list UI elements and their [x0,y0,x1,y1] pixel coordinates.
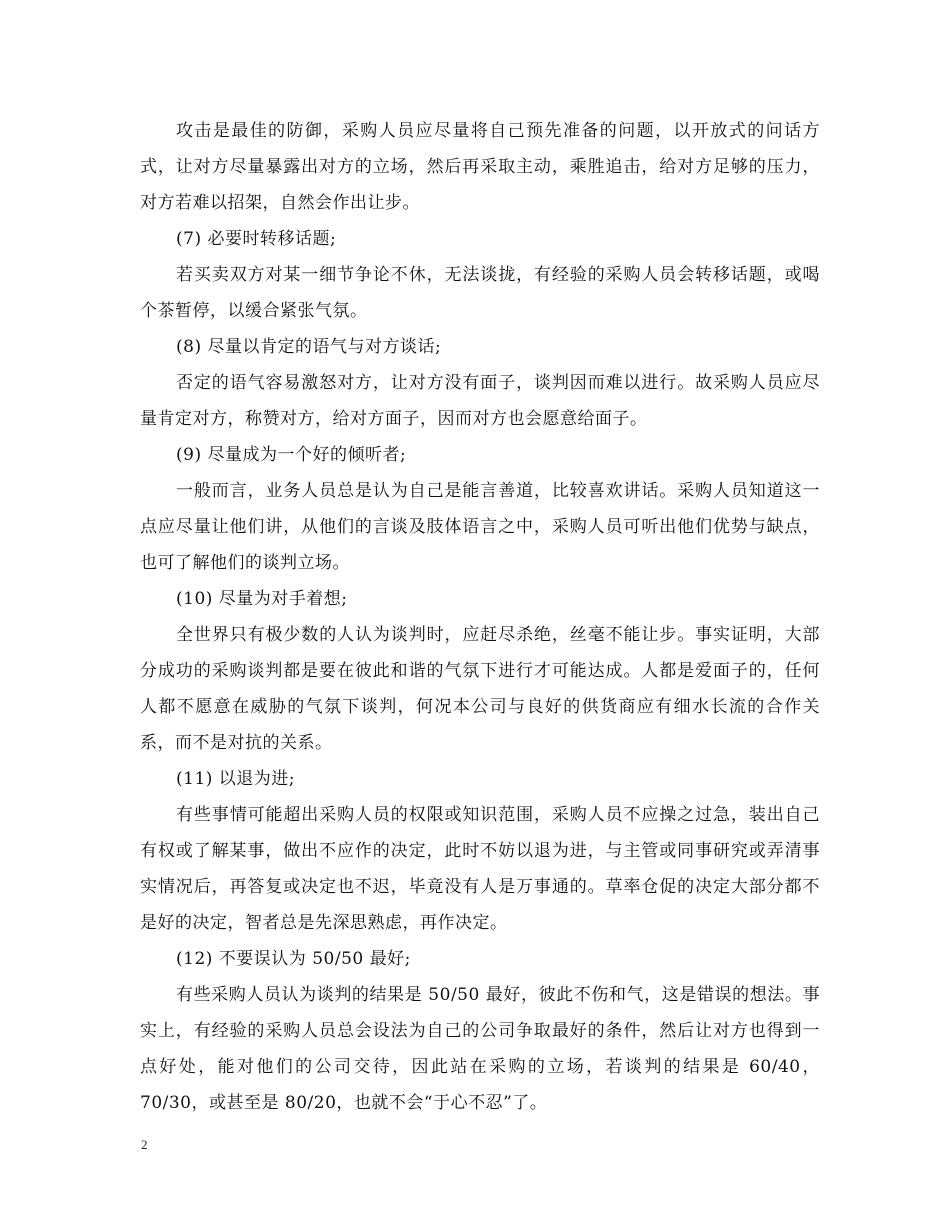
heading-item-9: (9) 尽量成为一个好的倾听者; [176,445,407,465]
heading-item-8: (8) 尽量以肯定的语气与对方谈话; [176,337,442,357]
paragraph-item-10: 全世界只有极少数的人认为谈判时，应赶尽杀绝，丝毫不能让步。事实证明，大部分成功的采购谈判都是要在彼此和谐的气氛下进行才可能达成。人都是爱面子的，任何人都不愿意在威胁的气氛下谈判，何况本公司与良好的供货商应有细水长流的合作关系，而不是对抗的关系。 [140,625,820,753]
paragraph-attack-defense: 攻击是最佳的防御，采购人员应尽量将自己预先准备的问题，以开放式的问话方式，让对方尽量暴露出对方的立场，然后再采取主动，乘胜追击，给对方足够的压力，对方若难以招架，自然会作出让步。 [140,121,820,213]
paragraph-item-8: 否定的语气容易激怒对方，让对方没有面子，谈判因而难以进行。故采购人员应尽量肯定对方，称赞对方，给对方面子，因而对方也会愿意给面子。 [140,373,820,429]
body-text [140,113,820,1121]
paragraph-item-11: 有些事情可能超出采购人员的权限或知识范围，采购人员不应操之过急，装出自己有权或了解某事，做出不应作的决定，此时不妨以退为进，与主管或同事研究或弄清事实情况后，再答复或决定也不迟，毕竟没有人是万事通的。草率仓促的决定大部分都不是好的决定，智者总是先深思熟虑，再作决定。 [140,805,820,933]
heading-item-11: (11) 以退为进; [176,769,296,789]
paragraph-item-12: 有些采购人员认为谈判的结果是 50/50 最好，彼此不伤和气，这是错误的想法。事实上，有经验的采购人员总会设法为自己的公司争取最好的条件，然后让对方也得到一点好处，能对他们的公司交待，因此站在采购的立场，若谈判的结果是 60/40，70/30，或甚至是 80/20，也就不会“于心不忍”了。 [140,985,820,1113]
heading-item-12: (12) 不要误认为 50/50 最好; [176,949,411,969]
page-number: 2 [141,1137,148,1152]
paragraph-item-7: 若买卖双方对某一细节争论不休，无法谈拢，有经验的采购人员会转移话题，或喝个茶暂停，以缓合紧张气氛。 [140,265,820,321]
heading-item-7: (7) 必要时转移话题; [176,229,337,249]
heading-item-10: (10) 尽量为对手着想; [176,589,348,609]
paragraph-item-9: 一般而言，业务人员总是认为自己是能言善道，比较喜欢讲话。采购人员知道这一点应尽量让他们讲，从他们的言谈及肢体语言之中，采购人员可听出他们优势与缺点，也可了解他们的谈判立场。 [140,481,820,573]
